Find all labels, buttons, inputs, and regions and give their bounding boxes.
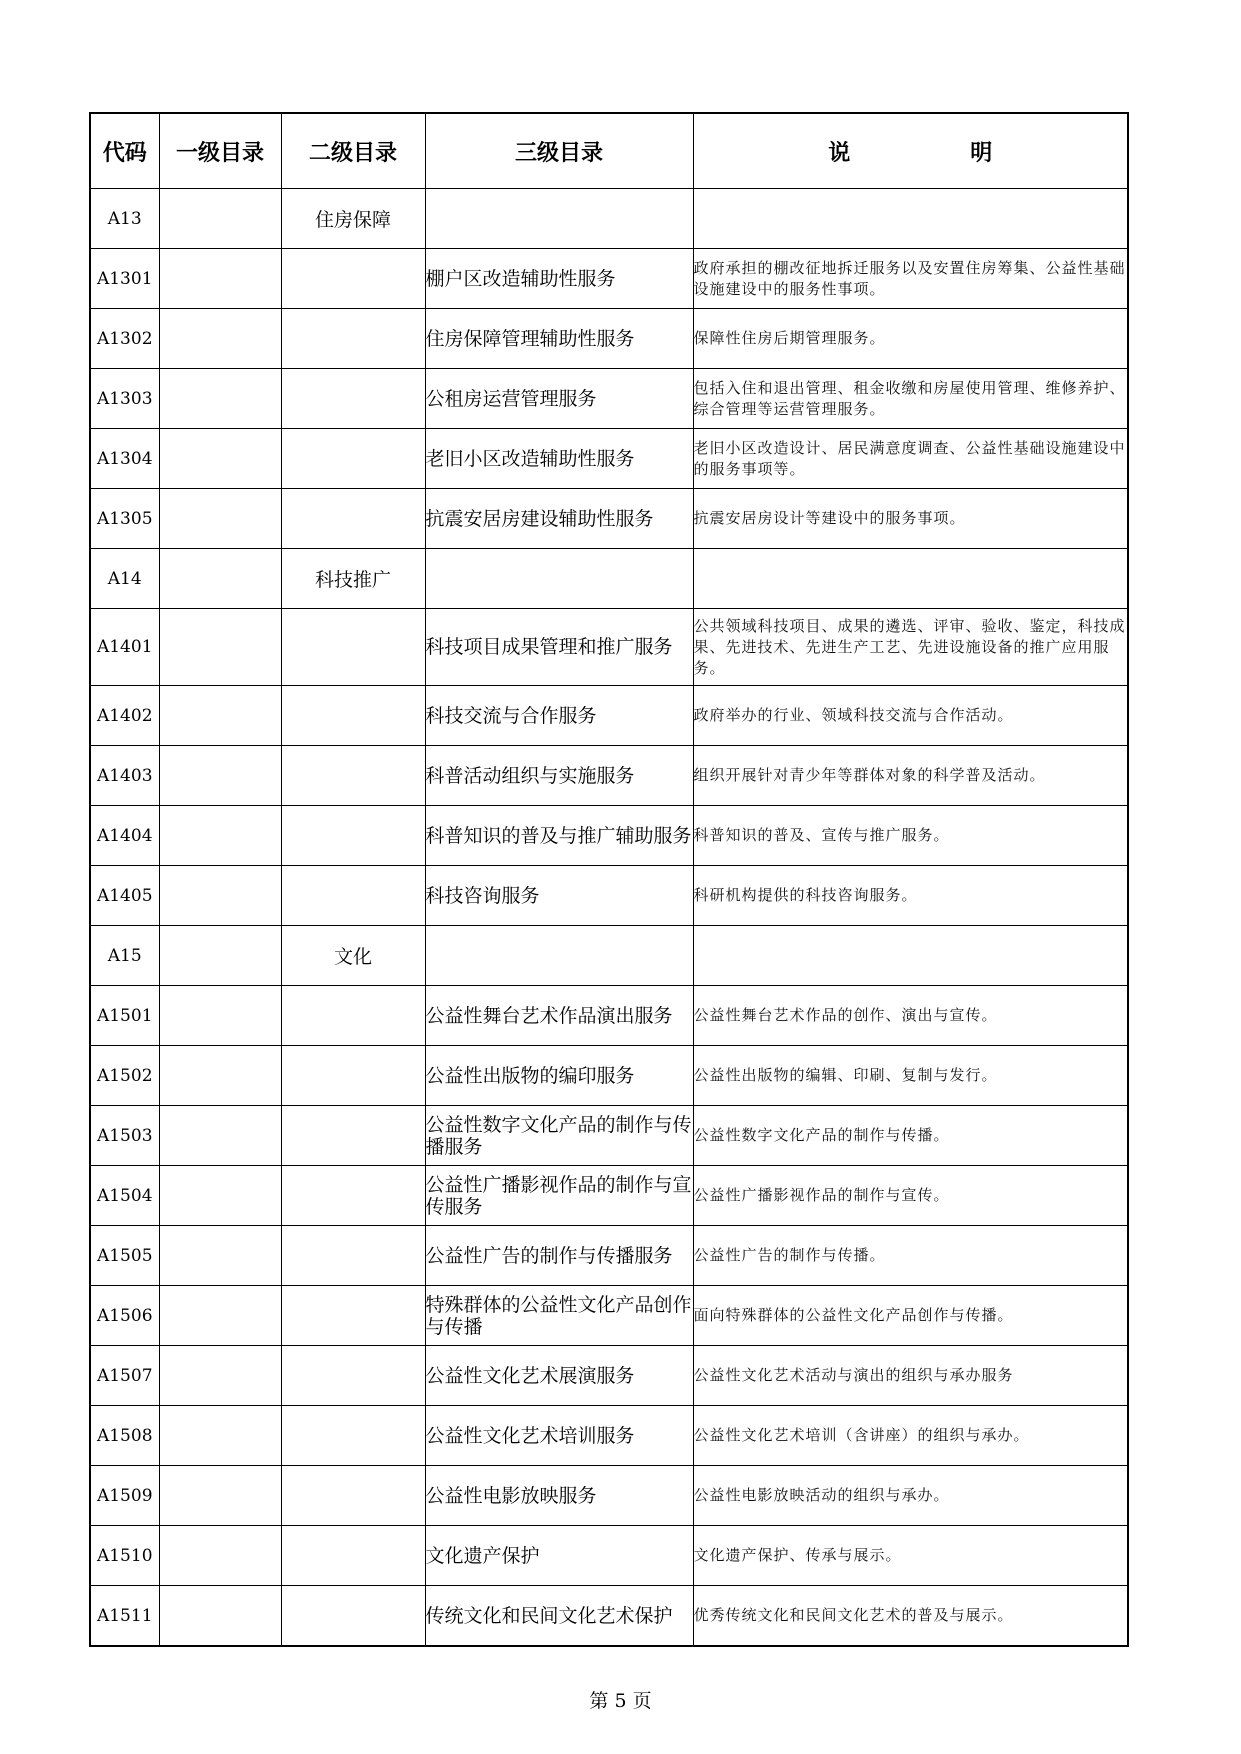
table-row bbox=[90, 986, 1128, 1046]
row-level2: 科技推广 bbox=[281, 549, 425, 609]
row-level1 bbox=[159, 1526, 281, 1586]
row-level2 bbox=[281, 1046, 425, 1106]
table-row bbox=[90, 1586, 1128, 1647]
row-description: 政府举办的行业、领域科技交流与合作活动。 bbox=[693, 686, 1128, 746]
header-code: 代码 bbox=[90, 113, 159, 189]
catalog-table bbox=[89, 112, 1129, 1647]
row-level2: 文化 bbox=[281, 926, 425, 986]
row-level3: 科普知识的普及与推广辅助服务 bbox=[425, 806, 693, 866]
row-description: 公益性舞台艺术作品的创作、演出与宣传。 bbox=[693, 986, 1128, 1046]
row-description: 公益性文化艺术活动与演出的组织与承办服务 bbox=[693, 1346, 1128, 1406]
row-code: A1511 bbox=[90, 1586, 159, 1647]
row-description: 公益性广告的制作与传播。 bbox=[693, 1226, 1128, 1286]
row-code: A1506 bbox=[90, 1286, 159, 1346]
row-description: 面向特殊群体的公益性文化产品创作与传播。 bbox=[693, 1286, 1128, 1346]
row-level2 bbox=[281, 1466, 425, 1526]
row-level3: 科技交流与合作服务 bbox=[425, 686, 693, 746]
row-level3: 传统文化和民间文化艺术保护 bbox=[425, 1586, 693, 1647]
table-row bbox=[90, 1526, 1128, 1586]
row-level2 bbox=[281, 1346, 425, 1406]
table-row bbox=[90, 1046, 1128, 1106]
table-row bbox=[90, 1286, 1128, 1346]
row-code: A1509 bbox=[90, 1466, 159, 1526]
row-level1 bbox=[159, 1286, 281, 1346]
row-code: A1504 bbox=[90, 1166, 159, 1226]
row-code: A1304 bbox=[90, 429, 159, 489]
row-level1 bbox=[159, 1106, 281, 1166]
row-level3: 公益性广播影视作品的制作与宣传服务 bbox=[425, 1166, 693, 1226]
page-footer: 第 5 页 bbox=[589, 1690, 652, 1712]
row-description: 公益性文化艺术培训（含讲座）的组织与承办。 bbox=[693, 1406, 1128, 1466]
row-code: A1305 bbox=[90, 489, 159, 549]
row-code: A1508 bbox=[90, 1406, 159, 1466]
row-description bbox=[693, 189, 1128, 249]
row-level1 bbox=[159, 249, 281, 309]
row-level2: 住房保障 bbox=[281, 189, 425, 249]
row-level3: 科技项目成果管理和推广服务 bbox=[425, 609, 693, 686]
row-level3: 公益性出版物的编印服务 bbox=[425, 1046, 693, 1106]
header-desc-char2: 明 bbox=[970, 140, 993, 166]
row-level1 bbox=[159, 549, 281, 609]
header-level2: 二级目录 bbox=[281, 113, 425, 189]
row-code: A1303 bbox=[90, 369, 159, 429]
row-level3 bbox=[425, 189, 693, 249]
row-level2 bbox=[281, 309, 425, 369]
row-code: A1401 bbox=[90, 609, 159, 686]
row-description: 公益性出版物的编辑、印刷、复制与发行。 bbox=[693, 1046, 1128, 1106]
table-row bbox=[90, 1166, 1128, 1226]
row-level2 bbox=[281, 806, 425, 866]
row-code: A1501 bbox=[90, 986, 159, 1046]
row-level2 bbox=[281, 369, 425, 429]
row-description: 组织开展针对青少年等群体对象的科学普及活动。 bbox=[693, 746, 1128, 806]
row-code: A1503 bbox=[90, 1106, 159, 1166]
row-code: A1302 bbox=[90, 309, 159, 369]
table-row bbox=[90, 866, 1128, 926]
table-row bbox=[90, 369, 1128, 429]
row-level3: 公益性文化艺术展演服务 bbox=[425, 1346, 693, 1406]
table-row bbox=[90, 1106, 1128, 1166]
row-level2 bbox=[281, 1586, 425, 1647]
row-level1 bbox=[159, 489, 281, 549]
row-level3: 公益性电影放映服务 bbox=[425, 1466, 693, 1526]
row-level2 bbox=[281, 986, 425, 1046]
row-code: A1405 bbox=[90, 866, 159, 926]
row-level1 bbox=[159, 1346, 281, 1406]
row-description: 公益性广播影视作品的制作与宣传。 bbox=[693, 1166, 1128, 1226]
row-level3: 公租房运营管理服务 bbox=[425, 369, 693, 429]
row-description: 科研机构提供的科技咨询服务。 bbox=[693, 866, 1128, 926]
row-level3 bbox=[425, 926, 693, 986]
table-row bbox=[90, 1346, 1128, 1406]
row-level1 bbox=[159, 806, 281, 866]
row-level1 bbox=[159, 1046, 281, 1106]
row-level2 bbox=[281, 1286, 425, 1346]
row-level1 bbox=[159, 369, 281, 429]
row-level3: 文化遗产保护 bbox=[425, 1526, 693, 1586]
row-level1 bbox=[159, 309, 281, 369]
row-level2 bbox=[281, 746, 425, 806]
row-description bbox=[693, 926, 1128, 986]
table-row bbox=[90, 1466, 1128, 1526]
table-row bbox=[90, 609, 1128, 686]
table-row bbox=[90, 189, 1128, 249]
row-level1 bbox=[159, 1226, 281, 1286]
row-level2 bbox=[281, 1406, 425, 1466]
table-row bbox=[90, 926, 1128, 986]
row-level3: 住房保障管理辅助性服务 bbox=[425, 309, 693, 369]
row-description: 公益性数字文化产品的制作与传播。 bbox=[693, 1106, 1128, 1166]
table-row bbox=[90, 1406, 1128, 1466]
row-level1 bbox=[159, 986, 281, 1046]
row-level1 bbox=[159, 189, 281, 249]
row-level3: 公益性数字文化产品的制作与传播服务 bbox=[425, 1106, 693, 1166]
row-level1 bbox=[159, 1166, 281, 1226]
header-row bbox=[90, 113, 1128, 189]
row-level1 bbox=[159, 1406, 281, 1466]
row-description: 优秀传统文化和民间文化艺术的普及与展示。 bbox=[693, 1586, 1128, 1647]
header-desc-char1: 说 bbox=[828, 140, 851, 166]
table-row bbox=[90, 549, 1128, 609]
row-code: A13 bbox=[90, 189, 159, 249]
table-row bbox=[90, 746, 1128, 806]
row-level3 bbox=[425, 549, 693, 609]
row-level2 bbox=[281, 1106, 425, 1166]
row-level1 bbox=[159, 686, 281, 746]
row-code: A1402 bbox=[90, 686, 159, 746]
row-level2 bbox=[281, 429, 425, 489]
row-code: A1301 bbox=[90, 249, 159, 309]
row-level1 bbox=[159, 609, 281, 686]
table-row bbox=[90, 429, 1128, 489]
table-row bbox=[90, 1226, 1128, 1286]
row-description: 保障性住房后期管理服务。 bbox=[693, 309, 1128, 369]
table-row bbox=[90, 806, 1128, 866]
row-description: 公益性电影放映活动的组织与承办。 bbox=[693, 1466, 1128, 1526]
row-level2 bbox=[281, 249, 425, 309]
header-description bbox=[693, 113, 1128, 189]
row-code: A14 bbox=[90, 549, 159, 609]
row-description: 文化遗产保护、传承与展示。 bbox=[693, 1526, 1128, 1586]
row-level1 bbox=[159, 866, 281, 926]
row-level1 bbox=[159, 926, 281, 986]
table-row bbox=[90, 489, 1128, 549]
row-description: 抗震安居房设计等建设中的服务事项。 bbox=[693, 489, 1128, 549]
row-code: A1404 bbox=[90, 806, 159, 866]
row-level3: 科普活动组织与实施服务 bbox=[425, 746, 693, 806]
table-row bbox=[90, 686, 1128, 746]
row-level2 bbox=[281, 866, 425, 926]
row-level2 bbox=[281, 686, 425, 746]
header-level1: 一级目录 bbox=[159, 113, 281, 189]
row-level3: 老旧小区改造辅助性服务 bbox=[425, 429, 693, 489]
row-code: A1403 bbox=[90, 746, 159, 806]
row-level2 bbox=[281, 1526, 425, 1586]
row-description: 政府承担的棚改征地拆迁服务以及安置住房筹集、公益性基础设施建设中的服务性事项。 bbox=[693, 249, 1128, 309]
row-level1 bbox=[159, 429, 281, 489]
row-level1 bbox=[159, 1586, 281, 1647]
row-description bbox=[693, 549, 1128, 609]
row-level3: 特殊群体的公益性文化产品创作与传播 bbox=[425, 1286, 693, 1346]
row-code: A1507 bbox=[90, 1346, 159, 1406]
row-description: 公共领域科技项目、成果的遴选、评审、验收、鉴定，科技成果、先进技术、先进生产工艺、先进设施设备的推广应用服务。 bbox=[693, 609, 1128, 686]
row-level1 bbox=[159, 746, 281, 806]
table-row bbox=[90, 309, 1128, 369]
row-level2 bbox=[281, 1166, 425, 1226]
row-level3: 公益性文化艺术培训服务 bbox=[425, 1406, 693, 1466]
row-level2 bbox=[281, 609, 425, 686]
row-code: A1505 bbox=[90, 1226, 159, 1286]
row-code: A1502 bbox=[90, 1046, 159, 1106]
row-level3: 科技咨询服务 bbox=[425, 866, 693, 926]
row-level2 bbox=[281, 489, 425, 549]
table-row bbox=[90, 249, 1128, 309]
row-description: 老旧小区改造设计、居民满意度调查、公益性基础设施建设中的服务事项等。 bbox=[693, 429, 1128, 489]
row-description: 科普知识的普及、宣传与推广服务。 bbox=[693, 806, 1128, 866]
row-code: A1510 bbox=[90, 1526, 159, 1586]
row-level3: 抗震安居房建设辅助性服务 bbox=[425, 489, 693, 549]
row-level3: 棚户区改造辅助性服务 bbox=[425, 249, 693, 309]
row-level2 bbox=[281, 1226, 425, 1286]
row-description: 包括入住和退出管理、租金收缴和房屋使用管理、维修养护、综合管理等运营管理服务。 bbox=[693, 369, 1128, 429]
header-level3: 三级目录 bbox=[425, 113, 693, 189]
row-level1 bbox=[159, 1466, 281, 1526]
row-code: A15 bbox=[90, 926, 159, 986]
row-level3: 公益性广告的制作与传播服务 bbox=[425, 1226, 693, 1286]
row-level3: 公益性舞台艺术作品演出服务 bbox=[425, 986, 693, 1046]
